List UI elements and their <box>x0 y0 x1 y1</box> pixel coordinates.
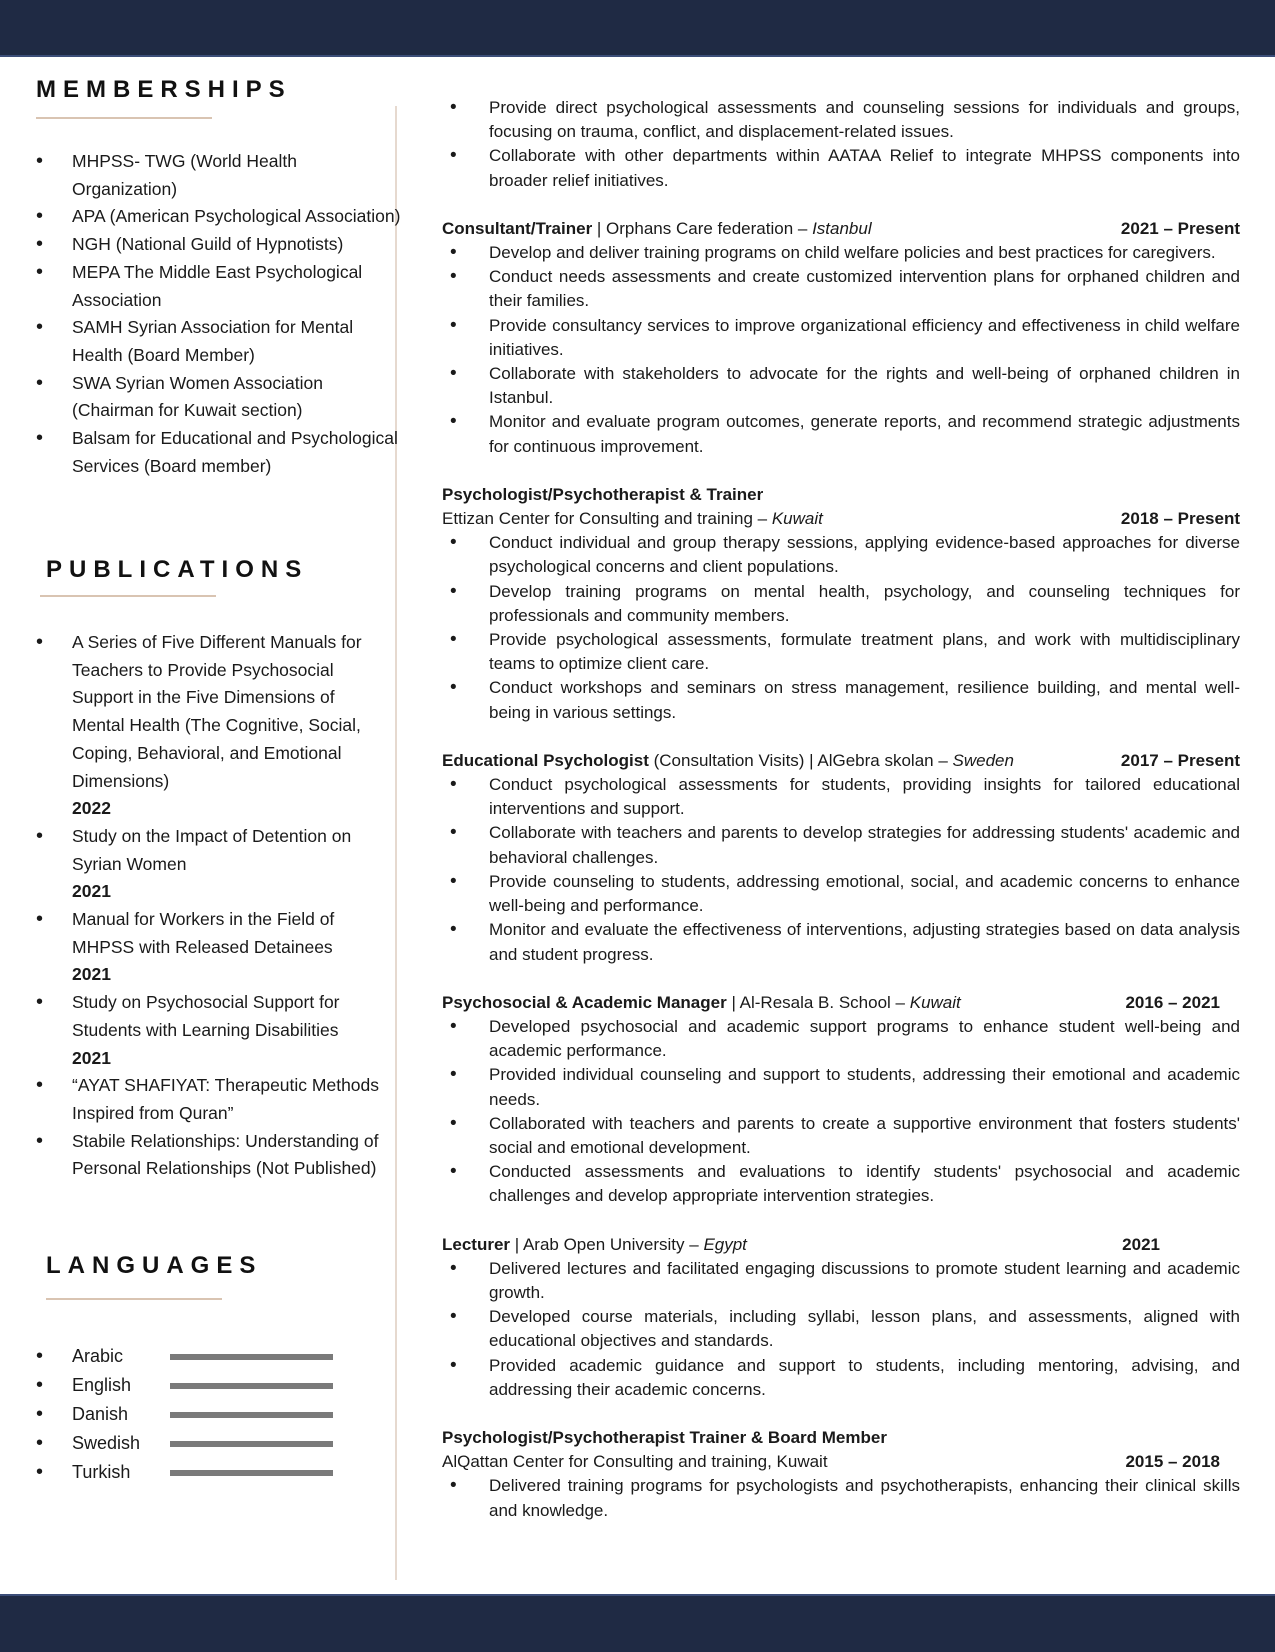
job-title: Consultant/Trainer <box>442 218 593 238</box>
publication-title: Manual for Workers in the Field of MHPSS with Released Detainees <box>72 909 335 957</box>
language-name: English <box>72 1375 132 1395</box>
list-item: • Conduct individual and group therapy sessions, applying evidence-based approaches for diverse psychological concerns and client populations. <box>442 531 1240 579</box>
job-title: Educational Psychologist <box>442 750 649 770</box>
publication-title: A Series of Five Different Manuals for Teachers to Provide Psychosocial Support in the Five Dimensions of Mental Health (The Cognitive, Social, Coping, Behavioral, and Emotional Dimensions) <box>72 632 362 791</box>
job-qattan <box>442 1426 1240 1523</box>
publication-year: 2021 <box>72 881 111 902</box>
list-item: • Conducted assessments and evaluations to identify students' psychosocial and academic challenges and develop appropriate intervention strategies. <box>442 1160 1240 1208</box>
list-item: • Collaborate with other departments within AATAA Relief to integrate MHPSS components into broader relief initiatives. <box>442 144 1240 192</box>
list-item: • Collaborate with stakeholders to advocate for the rights and well-being of orphaned children in Istanbul. <box>442 362 1240 410</box>
list-item: • Conduct psychological assessments for students, providing insights for tailored educational interventions and support. <box>442 773 1240 821</box>
list-item <box>36 906 388 989</box>
job-lecturer <box>442 1233 1240 1402</box>
job-resala <box>442 991 1240 1209</box>
job-location: Sweden <box>952 750 1014 770</box>
job-date: 2018 – Present <box>1120 509 1240 529</box>
job-date: 2017 – Present <box>1120 750 1240 770</box>
list-item: • MHPSS- TWG (World Health Organization) <box>36 148 402 203</box>
job-ettizan <box>442 483 1240 725</box>
list-item <box>36 629 388 823</box>
list-item: • MEPA The Middle East Psychological Association <box>36 259 402 314</box>
publication-year: 2021 <box>72 1047 111 1068</box>
job-date: 2021 <box>1122 1234 1160 1254</box>
list-item: • Conduct needs assessments and create customized intervention plans for orphaned children and their families. <box>442 265 1240 313</box>
publication-title: Study on Psychosocial Support for Students with Learning Disabilities <box>72 992 340 1040</box>
job-location: Kuwait <box>909 992 961 1012</box>
job-bullets <box>442 241 1240 459</box>
language-item <box>36 1342 140 1371</box>
list-item: • Develop and deliver training programs on child welfare policies and best practices for caregivers. <box>442 241 1240 265</box>
job-header <box>442 991 1240 1015</box>
languages-rule <box>46 1298 222 1300</box>
language-item <box>36 1458 140 1487</box>
job-org: | Arab Open University – <box>510 1234 704 1254</box>
list-item <box>36 1128 388 1183</box>
language-level-bar <box>170 1441 333 1447</box>
list-item: • NGH (National Guild of Hypnotists) <box>36 231 402 259</box>
list-item: • Collaborated with teachers and parents to create a supportive environment that fosters students' social and emotional development. <box>442 1112 1240 1160</box>
memberships-list <box>36 148 402 480</box>
job-org: Ettizan Center for Consulting and training – <box>442 509 772 529</box>
list-item: • Monitor and evaluate the effectiveness of interventions, adjusting strategies based on data analysis and student progress. <box>442 918 1240 966</box>
job-bullets <box>442 1015 1240 1209</box>
job-bullets <box>442 773 1240 967</box>
list-item: • Developed course materials, including syllabi, lesson plans, and assessments, aligned with educational objectives and standards. <box>442 1305 1240 1353</box>
languages-list <box>36 1342 140 1487</box>
job-title: Psychologist/Psychotherapist Trainer & Board Member <box>442 1427 887 1447</box>
job-org: (Consultation Visits) | AlGebra skolan – <box>648 750 953 770</box>
job-algebra <box>442 749 1240 967</box>
list-item: • Collaborate with teachers and parents to develop strategies for addressing students' academic and behavioral challenges. <box>442 821 1240 869</box>
publication-title: Study on the Impact of Detention on Syrian Women <box>72 825 352 874</box>
list-item: • Provided academic guidance and support to students, including mentoring, advising, and addressing their academic concerns. <box>442 1354 1240 1402</box>
list-item: • Delivered lectures and facilitated engaging discussions to promote student learning and academic growth. <box>442 1257 1240 1305</box>
list-item: • Monitor and evaluate program outcomes, generate reports, and recommend strategic adjustments for continuous improvement. <box>442 410 1240 458</box>
job-consultant <box>442 217 1240 459</box>
memberships-heading: MEMBERSHIPS <box>36 76 292 103</box>
job-date: 2015 – 2018 <box>1125 1452 1220 1472</box>
job-date: 2016 – 2021 <box>1125 992 1220 1012</box>
list-item: • Provide consultancy services to improve organizational efficiency and effectiveness in child welfare initiatives. <box>442 314 1240 362</box>
list-item: • Develop training programs on mental health, psychology, and counseling techniques for professionals and community members. <box>442 580 1240 628</box>
language-item <box>36 1400 140 1429</box>
language-level-bar <box>170 1354 333 1360</box>
job-header <box>442 217 1240 241</box>
list-item <box>36 989 388 1072</box>
list-item: • SAMH Syrian Association for Mental Health (Board Member) <box>36 314 402 369</box>
list-item: • Provide psychological assessments, formulate treatment plans, and work with multidisciplinary teams to optimize client care. <box>442 628 1240 676</box>
list-item: • Provide direct psychological assessments and counseling sessions for individuals and groups, focusing on trauma, conflict, and displacement-related issues. <box>442 96 1240 144</box>
job-location: Egypt <box>703 1234 747 1254</box>
job-org: | Al-Resala B. School – <box>726 992 910 1012</box>
language-name: Turkish <box>72 1462 131 1482</box>
job-bullets <box>442 1257 1240 1402</box>
list-item <box>36 1072 388 1127</box>
language-level-bar <box>170 1470 333 1476</box>
job-location: Istanbul <box>812 218 872 238</box>
language-item <box>36 1371 140 1400</box>
publication-year: 2022 <box>72 798 111 819</box>
job-header <box>442 749 1240 773</box>
list-item: • Provided individual counseling and support to students, addressing their emotional and academic needs. <box>442 1063 1240 1111</box>
language-name: Swedish <box>72 1433 141 1453</box>
job-date: 2021 – Present <box>1120 218 1240 238</box>
job-header <box>442 1450 1240 1474</box>
list-item: • APA (American Psychological Association) <box>36 203 402 231</box>
list-item: • Balsam for Educational and Psychological Services (Board member) <box>36 425 402 480</box>
publications-heading: PUBLICATIONS <box>46 556 309 583</box>
language-name: Danish <box>72 1404 129 1424</box>
job-location: Kuwait <box>771 509 823 529</box>
header-band <box>0 0 1275 57</box>
publications-list <box>36 629 388 1183</box>
publication-title: Stabile Relationships: Understanding of Personal Relationships (Not Published) <box>72 1130 379 1179</box>
list-item: • Developed psychosocial and academic support programs to enhance student well-being and academic performance. <box>442 1015 1240 1063</box>
list-item <box>36 823 388 906</box>
publications-rule <box>40 595 216 597</box>
list-item: • Provide counseling to students, addressing emotional, social, and academic concerns to enhance well-being and performance. <box>442 870 1240 918</box>
memberships-rule <box>36 117 212 119</box>
job-header <box>442 507 1240 531</box>
job-org: AlQattan Center for Consulting and training, Kuwait <box>442 1452 828 1472</box>
job-title: Psychologist/Psychotherapist & Trainer <box>442 484 764 504</box>
publication-title: “AYAT SHAFIYAT: Therapeutic Methods Inspired from Quran” <box>72 1075 380 1123</box>
language-name: Arabic <box>72 1346 124 1366</box>
publication-year: 2021 <box>72 964 111 985</box>
list-item: • Conduct workshops and seminars on stress management, resilience building, and mental well-being in various settings. <box>442 676 1240 724</box>
footer-band <box>0 1594 1275 1652</box>
job-title: Lecturer <box>442 1234 511 1254</box>
list-item: • SWA Syrian Women Association (Chairman for Kuwait section) <box>36 370 402 425</box>
job-bullets <box>442 531 1240 725</box>
language-item <box>36 1429 140 1458</box>
intro-bullets <box>442 96 1240 193</box>
list-item: • Delivered training programs for psychologists and psychotherapists, enhancing their clinical skills and knowledge. <box>442 1474 1240 1522</box>
language-level-bar <box>170 1383 333 1389</box>
job-bullets <box>442 1474 1240 1522</box>
language-level-bar <box>170 1412 333 1418</box>
job-title: Psychosocial & Academic Manager <box>442 992 727 1012</box>
languages-heading: LANGUAGES <box>46 1252 263 1279</box>
job-org: | Orphans Care federation – <box>592 218 813 238</box>
job-header <box>442 1233 1240 1257</box>
experience-column <box>442 96 1240 1523</box>
